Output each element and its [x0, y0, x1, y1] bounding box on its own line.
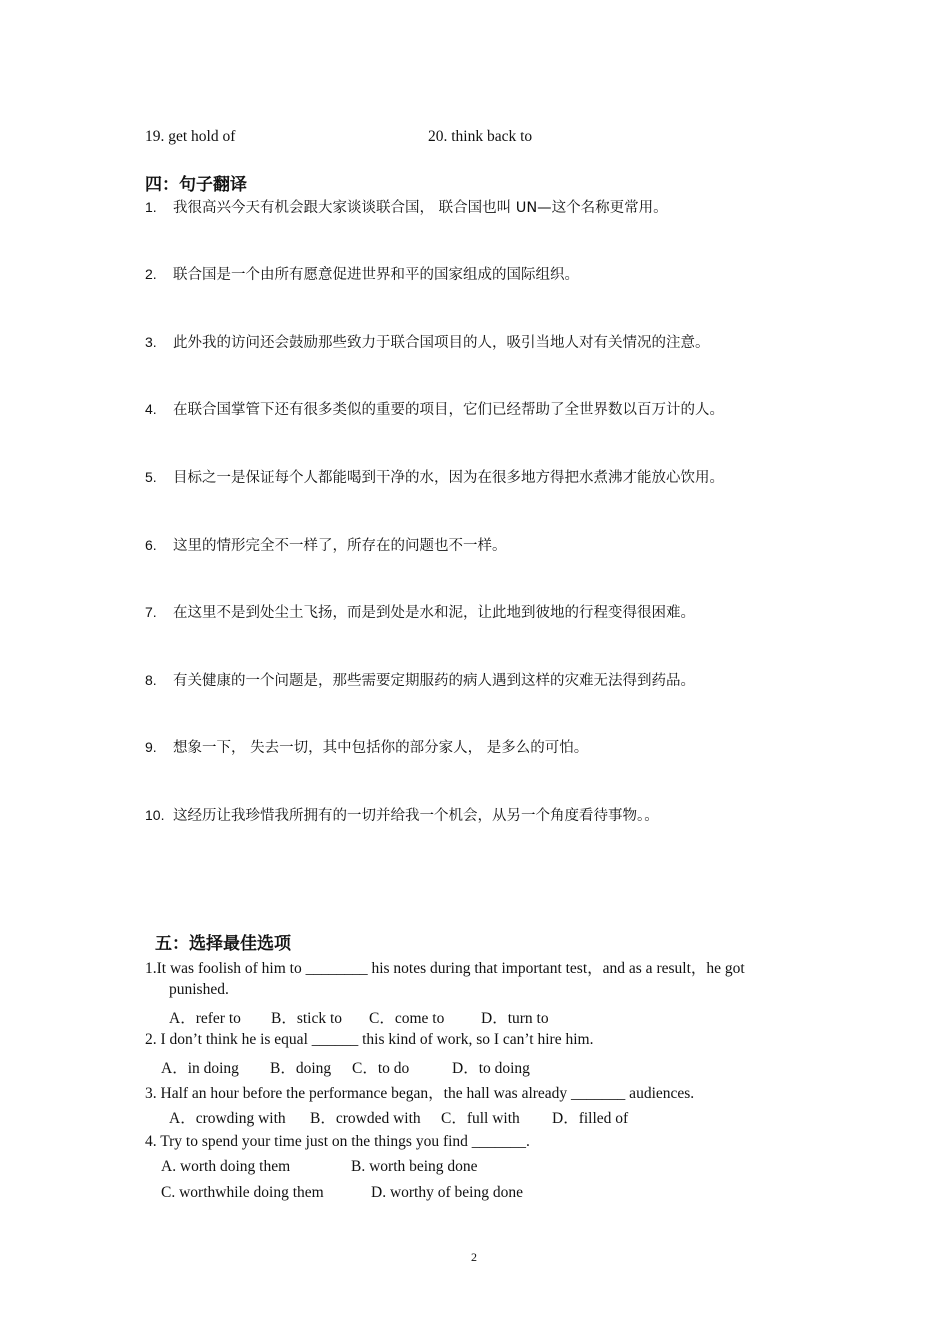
item-number: 8. [145, 672, 157, 688]
question-1-options [169, 1006, 549, 1028]
option-d[interactable]: D. worthy of being done [371, 1184, 523, 1201]
option-a[interactable]: A．refer to [169, 1010, 241, 1027]
option-b[interactable]: B. worth being done [351, 1158, 478, 1175]
option-a[interactable]: A．in doing [161, 1060, 239, 1077]
item-text: 有关健康的一个问题是，那些需要定期服药的病人遇到这样的灾难无法得到药品。 [173, 673, 695, 689]
option-c[interactable]: C．to do [352, 1060, 410, 1077]
item-text: 我很高兴今天有机会跟大家谈谈联合国， 联合国也叫 UN—这个名称更常用。 [173, 200, 668, 216]
option-b[interactable]: B．doing [270, 1060, 332, 1077]
question-3-stem: 3. Half an hour before the performance began，the hall was already _______ audiences. [145, 1085, 695, 1102]
option-a[interactable]: A. worth doing them [161, 1158, 291, 1175]
page-number: 2 [471, 1250, 477, 1264]
option-a[interactable]: A．crowding with [169, 1110, 286, 1127]
list-item [145, 669, 695, 690]
item-number: 6. [145, 537, 157, 553]
item-number: 7. [145, 604, 157, 620]
list-item [145, 601, 695, 622]
list-item [145, 331, 710, 352]
item-number: 9. [145, 739, 157, 755]
item-text: 想象一下， 失去一切，其中包括你的部分家人， 是多么的可怕。 [173, 740, 589, 756]
item-text: 这经历让我珍惜我所拥有的一切并给我一个机会，从另一个角度看待事物。。 [173, 808, 659, 824]
question-2-options [161, 1056, 530, 1078]
question-2-stem: 2. I don’t think he is equal ______ this kind of work, so I can’t hire him. [145, 1031, 594, 1048]
item-text: 联合国是一个由所有愿意促进世界和平的国家组成的国际组织。 [173, 267, 579, 283]
question-4-options-row2 [161, 1184, 523, 1202]
question-4-stem: 4. Try to spend your time just on the things you find _______. [145, 1133, 530, 1150]
option-b[interactable]: B．crowded with [310, 1110, 421, 1127]
list-item [145, 736, 588, 757]
section-4-title: 四：句子翻译 [145, 175, 247, 195]
question-1-stem-cont: punished. [169, 981, 229, 998]
list-item [145, 398, 724, 419]
item-text: 目标之一是保证每个人都能喝到干净的水，因为在很多地方得把水煮沸才能放心饮用。 [173, 470, 724, 486]
option-c[interactable]: C．come to [369, 1010, 445, 1027]
item-number: 4. [145, 401, 157, 417]
option-c[interactable]: C. worthwhile doing them [161, 1184, 324, 1201]
list-item [145, 534, 507, 555]
option-c[interactable]: C．full with [441, 1110, 520, 1127]
question-3-options [169, 1106, 628, 1128]
phrase-19: 19. get hold of [145, 128, 236, 145]
item-number: 10. [145, 807, 165, 823]
item-number: 3. [145, 334, 157, 350]
phrase-20: 20. think back to [428, 128, 533, 145]
item-text: 此外我的访问还会鼓励那些致力于联合国项目的人，吸引当地人对有关情况的注意。 [173, 335, 710, 351]
option-d[interactable]: D．turn to [481, 1010, 549, 1027]
list-item [145, 466, 724, 487]
option-d[interactable]: D．to doing [452, 1060, 530, 1077]
item-number: 5. [145, 469, 157, 485]
question-4-options-row1 [161, 1158, 478, 1176]
question-1-stem: 1.It was foolish of him to ________ his notes during that important test，and as a result，he got [145, 960, 745, 977]
list-item [145, 804, 659, 825]
section-5-title: 五：选择最佳选项 [155, 934, 291, 954]
list-item [145, 196, 668, 217]
list-item [145, 263, 579, 284]
option-b[interactable]: B．stick to [271, 1010, 343, 1027]
item-text: 在这里不是到处尘土飞扬，而是到处是水和泥，让此地到彼地的行程变得很困难。 [173, 605, 695, 621]
item-text: 在联合国掌管下还有很多类似的重要的项目，它们已经帮助了全世界数以百万计的人。 [173, 402, 724, 418]
item-number: 1. [145, 199, 157, 215]
item-number: 2. [145, 266, 157, 282]
item-text: 这里的情形完全不一样了，所存在的问题也不一样。 [173, 538, 507, 554]
option-d[interactable]: D．filled of [552, 1110, 629, 1127]
